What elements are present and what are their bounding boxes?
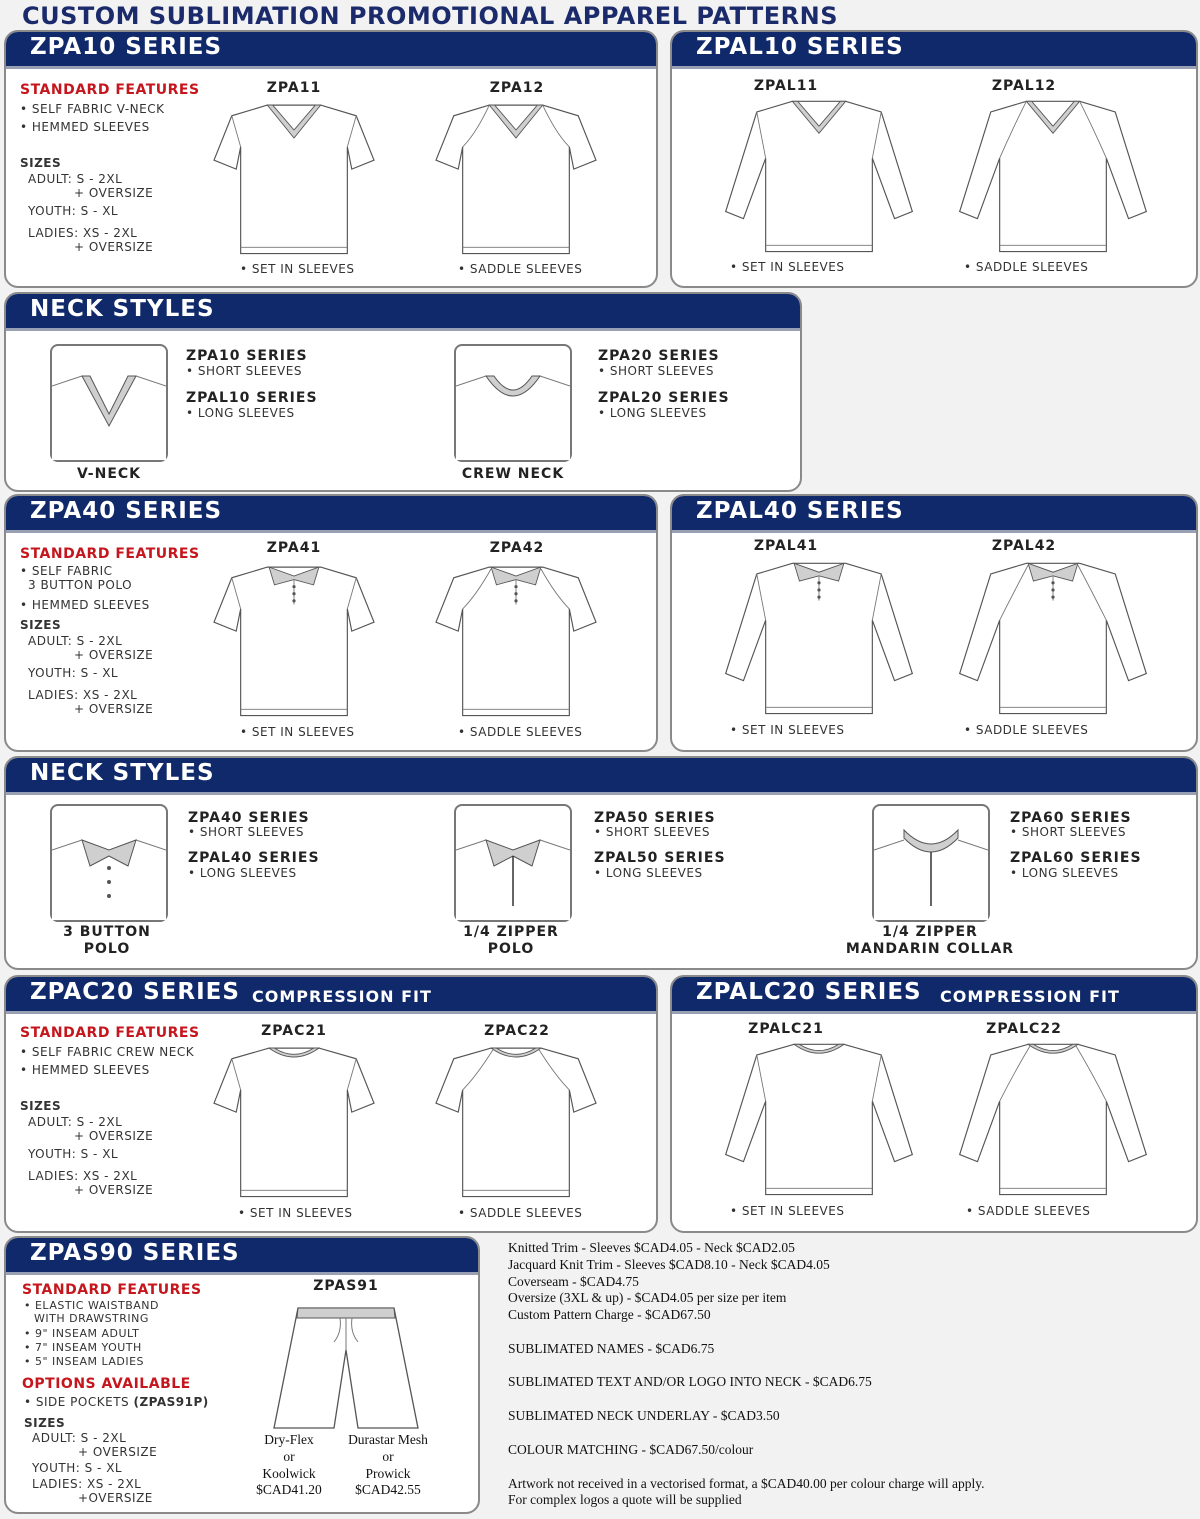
zpa10-size: + OVERSIZE — [74, 240, 154, 254]
series-desc: • LONG SLEEVES — [598, 406, 707, 420]
neck-caption: POLO — [487, 941, 535, 957]
zpal10-header — [672, 32, 1196, 69]
fabric-option: Dry-Flex — [264, 1432, 314, 1447]
series-desc: • LONG SLEEVES — [1010, 866, 1119, 880]
series-label: ZPAL20 SERIES — [598, 390, 730, 406]
zpas90-panel — [4, 1236, 480, 1514]
series-desc: • LONG SLEEVES — [188, 866, 297, 880]
series-label: ZPA20 SERIES — [598, 348, 720, 364]
zpalc20-header — [672, 977, 1196, 1014]
polo-setin-image — [704, 558, 934, 718]
zpas90-option: • SIDE POCKETS (ZPAS91P) — [24, 1395, 209, 1409]
series-desc: • LONG SLEEVES — [594, 866, 703, 880]
sleeve-caption: • SET IN SLEEVES — [240, 262, 355, 276]
zpa10-panel — [4, 30, 658, 288]
zpa10-size: + OVERSIZE — [74, 186, 154, 200]
series-label: ZPA50 SERIES — [594, 810, 716, 826]
series-label: ZPAL40 SERIES — [188, 850, 320, 866]
series-label: ZPA40 SERIES — [188, 810, 310, 826]
zpas90-feature: • 9" INSEAM ADULT — [24, 1327, 140, 1340]
neck-styles-header — [6, 758, 1196, 795]
series-desc: • SHORT SLEEVES — [188, 825, 304, 839]
sleeve-caption: • SADDLE SLEEVES — [458, 725, 583, 739]
zpa10-size: ADULT: S - 2XL — [28, 172, 123, 186]
zpalc20-title: ZPALC20 SERIES — [696, 979, 922, 1005]
sleeve-caption: • SET IN SLEEVES — [730, 260, 845, 274]
crew-saddle-image — [938, 1039, 1168, 1199]
fabric-price: $CAD41.20 — [256, 1482, 322, 1497]
model-label: ZPAC21 — [261, 1023, 327, 1039]
zpas90-features-title: STANDARD FEATURES — [22, 1282, 202, 1298]
neck-caption: 3 BUTTON — [63, 924, 151, 940]
model-label: ZPAS91 — [313, 1278, 379, 1294]
zpas90-size: + OVERSIZE — [78, 1445, 158, 1459]
zpac20-panel — [4, 975, 658, 1233]
price-line: Knitted Trim - Sleeves $CAD4.05 - Neck $CAD2.05 — [508, 1240, 795, 1255]
zpalc20-subtitle: COMPRESSION FIT — [940, 987, 1120, 1006]
zpa40-header — [6, 496, 656, 533]
zpac20-size: ADULT: S - 2XL — [28, 1115, 123, 1129]
fabric-option: Koolwick — [262, 1466, 316, 1481]
model-label: ZPAL11 — [753, 78, 819, 94]
model-label: ZPAL41 — [753, 538, 819, 554]
zpac20-title: ZPAC20 SERIES — [30, 979, 240, 1005]
model-label: ZPA41 — [266, 540, 322, 556]
zpas90-options-title: OPTIONS AVAILABLE — [22, 1376, 191, 1392]
polo-collar-image — [50, 804, 168, 922]
sleeve-caption: • SET IN SLEEVES — [730, 723, 845, 737]
polo-saddle-image — [416, 560, 616, 720]
sleeve-caption: • SET IN SLEEVES — [238, 1206, 353, 1220]
zpa10-header — [6, 32, 656, 69]
price-line: SUBLIMATED NECK UNDERLAY - $CAD3.50 — [508, 1408, 780, 1423]
neck-caption: POLO — [83, 941, 131, 957]
zpac20-feature: • HEMMED SLEEVES — [20, 1063, 150, 1077]
zpa40-title: ZPA40 SERIES — [30, 498, 223, 524]
jersey-setin-image — [194, 98, 394, 258]
sleeve-caption: • SADDLE SLEEVES — [966, 1204, 1091, 1218]
sleeve-caption: • SADDLE SLEEVES — [964, 260, 1089, 274]
zpa40-sizes-title: SIZES — [20, 618, 62, 632]
zpa10-title: ZPA10 SERIES — [30, 34, 223, 60]
zpas90-size: +OVERSIZE — [78, 1491, 153, 1505]
neck-styles-title: NECK STYLES — [30, 760, 215, 786]
neck-caption: 1/4 ZIPPER — [463, 924, 559, 940]
zpal40-title: ZPAL40 SERIES — [696, 498, 904, 524]
model-label: ZPA42 — [489, 540, 545, 556]
jersey-setin-image — [704, 96, 934, 256]
zpa10-sizes-title: SIZES — [20, 156, 62, 170]
zpal40-header — [672, 496, 1196, 533]
neck-caption: V-NECK — [76, 466, 142, 482]
model-label: ZPAC22 — [484, 1023, 550, 1039]
model-label: ZPA11 — [266, 80, 322, 96]
neck-styles-panel — [4, 292, 802, 492]
zpac20-sizes-title: SIZES — [20, 1099, 62, 1113]
zpa40-size: YOUTH: S - XL — [28, 666, 119, 680]
series-label: ZPAL60 SERIES — [1010, 850, 1142, 866]
series-desc: • SHORT SLEEVES — [594, 825, 710, 839]
zpal10-title: ZPAL10 SERIES — [696, 34, 904, 60]
model-label: ZPALC21 — [748, 1021, 824, 1037]
crew-neck-image — [454, 344, 572, 462]
price-line: Custom Pattern Charge - $CAD67.50 — [508, 1307, 711, 1322]
series-label: ZPA60 SERIES — [1010, 810, 1132, 826]
sleeve-caption: • SADDLE SLEEVES — [458, 1206, 583, 1220]
zpac20-feature: • SELF FABRIC CREW NECK — [20, 1045, 195, 1059]
series-label: ZPAL10 SERIES — [186, 390, 318, 406]
zpa40-feature: 3 BUTTON POLO — [28, 578, 133, 592]
price-note: Artwork not received in a vectorised format, a $CAD40.00 per colour charge will apply. — [508, 1476, 985, 1491]
neck-caption: 1/4 ZIPPER — [882, 924, 978, 940]
zpas90-header — [6, 1238, 478, 1275]
series-desc: • SHORT SLEEVES — [186, 364, 302, 378]
zpas90-size: ADULT: S - 2XL — [32, 1431, 127, 1445]
zpac20-size: YOUTH: S - XL — [28, 1147, 119, 1161]
sleeve-caption: • SADDLE SLEEVES — [458, 262, 583, 276]
price-line: COLOUR MATCHING - $CAD67.50/colour — [508, 1442, 754, 1457]
zpa10-size: LADIES: XS - 2XL — [28, 226, 138, 240]
page-title: CUSTOM SUBLIMATION PROMOTIONAL APPAREL PATTERNS — [22, 2, 838, 30]
zpa10-feature: • SELF FABRIC V-NECK — [20, 102, 165, 116]
zpas90-feature: • ELASTIC WAISTBAND — [24, 1299, 159, 1312]
fabric-option: or — [382, 1449, 394, 1464]
zpas90-size: YOUTH: S - XL — [32, 1461, 123, 1475]
polo-saddle-image — [938, 558, 1168, 718]
neck-styles-header — [6, 294, 800, 331]
sleeve-caption: • SET IN SLEEVES — [730, 1204, 845, 1218]
price-note: For complex logos a quote will be supplied — [508, 1492, 742, 1507]
neck-caption: CREW NECK — [461, 466, 565, 482]
series-desc: • LONG SLEEVES — [186, 406, 295, 420]
series-label: ZPAL50 SERIES — [594, 850, 726, 866]
zpas90-sizes-title: SIZES — [24, 1416, 66, 1430]
price-line: Oversize (3XL & up) - $CAD4.05 per size per item — [508, 1290, 787, 1305]
zpas90-size: LADIES: XS - 2XL — [32, 1477, 142, 1491]
crew-setin-image — [194, 1041, 394, 1201]
series-desc: • SHORT SLEEVES — [1010, 825, 1126, 839]
mandarin-collar-image — [872, 804, 990, 922]
zpac20-subtitle: COMPRESSION FIT — [252, 987, 432, 1006]
zpa40-panel — [4, 494, 658, 752]
zpa40-features-title: STANDARD FEATURES — [20, 546, 200, 562]
price-line: SUBLIMATED NAMES - $CAD6.75 — [508, 1341, 715, 1356]
series-desc: • SHORT SLEEVES — [598, 364, 714, 378]
neck-styles-panel — [4, 756, 1198, 970]
model-label: ZPA12 — [489, 80, 545, 96]
series-label: ZPA10 SERIES — [186, 348, 308, 364]
zpas90-feature: • 7" INSEAM YOUTH — [24, 1341, 142, 1354]
price-line: Coverseam - $CAD4.75 — [508, 1274, 639, 1289]
sleeve-caption: • SADDLE SLEEVES — [964, 723, 1089, 737]
zpa40-size: + OVERSIZE — [74, 702, 154, 716]
price-line: SUBLIMATED TEXT AND/OR LOGO INTO NECK - $CAD6.75 — [508, 1374, 872, 1389]
zpa40-size: + OVERSIZE — [74, 648, 154, 662]
crew-saddle-image — [416, 1041, 616, 1201]
model-label: ZPAL12 — [991, 78, 1057, 94]
zpac20-size: + OVERSIZE — [74, 1129, 154, 1143]
fabric-option: Prowick — [365, 1466, 411, 1481]
zpa10-features-title: STANDARD FEATURES — [20, 82, 200, 98]
polo-setin-image — [194, 560, 394, 720]
zpac20-size: LADIES: XS - 2XL — [28, 1169, 138, 1183]
neck-styles-title: NECK STYLES — [30, 296, 215, 322]
zpa40-feature: • HEMMED SLEEVES — [20, 598, 150, 612]
price-line: Jacquard Knit Trim - Sleeves $CAD8.10 - Neck $CAD4.05 — [508, 1257, 830, 1272]
jersey-saddle-image — [416, 98, 616, 258]
crew-setin-image — [704, 1039, 934, 1199]
model-label: ZPALC22 — [986, 1021, 1062, 1037]
zpa40-size: ADULT: S - 2XL — [28, 634, 123, 648]
zpa10-size: YOUTH: S - XL — [28, 204, 119, 218]
zpal40-panel — [670, 494, 1198, 752]
zpac20-header — [6, 977, 656, 1014]
sleeve-caption: • SET IN SLEEVES — [240, 725, 355, 739]
zpas90-title: ZPAS90 SERIES — [30, 1240, 240, 1266]
zpa40-size: LADIES: XS - 2XL — [28, 688, 138, 702]
fabric-price: $CAD42.55 — [355, 1482, 421, 1497]
zpa40-feature: • SELF FABRIC — [20, 564, 113, 578]
fabric-option: Durastar Mesh — [348, 1432, 428, 1447]
model-label: ZPAL42 — [991, 538, 1057, 554]
zpac20-features-title: STANDARD FEATURES — [20, 1025, 200, 1041]
zpas90-feature: WITH DRAWSTRING — [34, 1312, 149, 1325]
fabric-option: or — [283, 1449, 295, 1464]
zpac20-size: + OVERSIZE — [74, 1183, 154, 1197]
zpas90-feature: • 5" INSEAM LADIES — [24, 1355, 145, 1368]
neck-caption: MANDARIN COLLAR — [845, 941, 1015, 957]
zpa10-feature: • HEMMED SLEEVES — [20, 120, 150, 134]
zpal10-panel — [670, 30, 1198, 288]
shorts-image — [268, 1302, 424, 1434]
jersey-saddle-image — [938, 96, 1168, 256]
zipper-polo-image — [454, 804, 572, 922]
v-neck-image — [50, 344, 168, 462]
zpalc20-panel — [670, 975, 1198, 1233]
